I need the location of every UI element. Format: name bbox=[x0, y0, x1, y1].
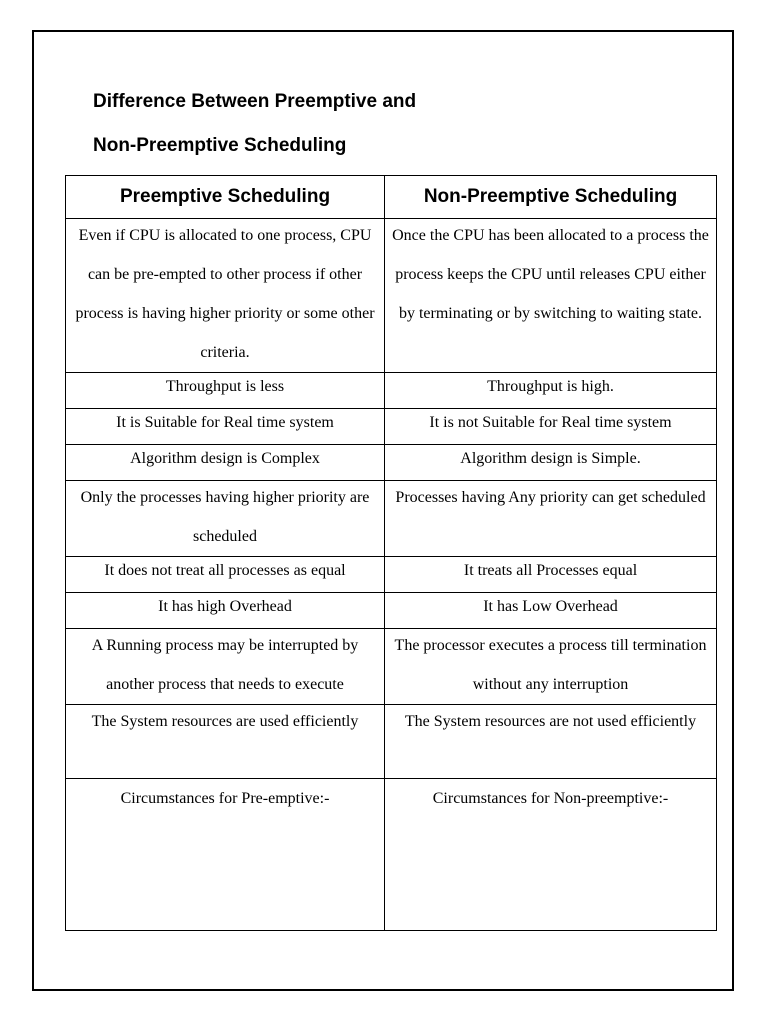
table-cell bbox=[385, 629, 717, 705]
table-cell bbox=[66, 219, 385, 373]
table-cell bbox=[66, 445, 385, 481]
table-cell bbox=[66, 779, 385, 931]
cell-text: It has Low Overhead bbox=[483, 598, 618, 615]
table-row-resources bbox=[66, 705, 717, 779]
comparison-table bbox=[65, 175, 717, 931]
table-cell bbox=[66, 373, 385, 409]
table-row-equality bbox=[66, 557, 717, 593]
cell-text: The processor executes a process till termination without any interruption bbox=[394, 637, 707, 693]
cell-text: Only the processes having higher priority are scheduled bbox=[80, 489, 370, 545]
table-cell bbox=[66, 705, 385, 779]
table-header-row bbox=[66, 176, 717, 219]
table-cell bbox=[66, 557, 385, 593]
table-cell bbox=[385, 593, 717, 629]
table-cell bbox=[385, 445, 717, 481]
table-cell bbox=[66, 481, 385, 557]
cell-text: It has high Overhead bbox=[158, 598, 292, 615]
header-non-preemptive: Non-Preemptive Scheduling bbox=[385, 176, 717, 219]
table-row-overhead bbox=[66, 593, 717, 629]
cell-text: It is Suitable for Real time system bbox=[116, 414, 334, 431]
table-row-algorithm bbox=[66, 445, 717, 481]
table-cell bbox=[385, 481, 717, 557]
table-row-definition bbox=[66, 219, 717, 373]
table-cell bbox=[66, 409, 385, 445]
cell-text: Throughput is less bbox=[165, 378, 285, 395]
table-cell bbox=[66, 629, 385, 705]
cell-text: It is not Suitable for Real time system bbox=[429, 414, 672, 431]
table-row-throughput bbox=[66, 373, 717, 409]
table-row-interruption bbox=[66, 629, 717, 705]
cell-text: The System resources are not used efficiently bbox=[404, 713, 697, 730]
table-cell bbox=[385, 219, 717, 373]
table-cell bbox=[385, 373, 717, 409]
header-preemptive: Preemptive Scheduling bbox=[66, 176, 385, 219]
table-row-priority bbox=[66, 481, 717, 557]
table-cell bbox=[385, 779, 717, 931]
cell-text: Once the CPU has been allocated to a process the process keeps the CPU until releases CPU either by terminating or by switching to waiting state. bbox=[392, 227, 709, 322]
cell-text: Even if CPU is allocated to one process, CPU can be pre-empted to other process if other process is having higher priority or some other criteria. bbox=[75, 227, 375, 361]
document-title-line-1: Difference Between Preemptive and bbox=[93, 91, 417, 112]
table-row-real-time bbox=[66, 409, 717, 445]
table-cell bbox=[385, 557, 717, 593]
cell-text: It treats all Processes equal bbox=[463, 562, 638, 579]
table-cell bbox=[385, 705, 717, 779]
cell-text: Throughput is high. bbox=[487, 378, 614, 395]
document-title-line-2: Non-Preemptive Scheduling bbox=[93, 135, 347, 156]
cell-text: Processes having Any priority can get scheduled bbox=[395, 489, 706, 506]
cell-text: A Running process may be interrupted by another process that needs to execute bbox=[91, 637, 359, 693]
cell-text: Algorithm design is Complex bbox=[130, 450, 320, 467]
cell-text: The System resources are used efficiently bbox=[91, 713, 359, 730]
cell-text: Algorithm design is Simple. bbox=[460, 450, 641, 467]
cell-text: Circumstances for Non-preemptive:- bbox=[432, 790, 669, 807]
table-row-circumstances bbox=[66, 779, 717, 931]
table-cell bbox=[385, 409, 717, 445]
table-cell bbox=[66, 593, 385, 629]
cell-text: Circumstances for Pre-emptive:- bbox=[120, 790, 330, 807]
cell-text: It does not treat all processes as equal bbox=[104, 562, 346, 579]
